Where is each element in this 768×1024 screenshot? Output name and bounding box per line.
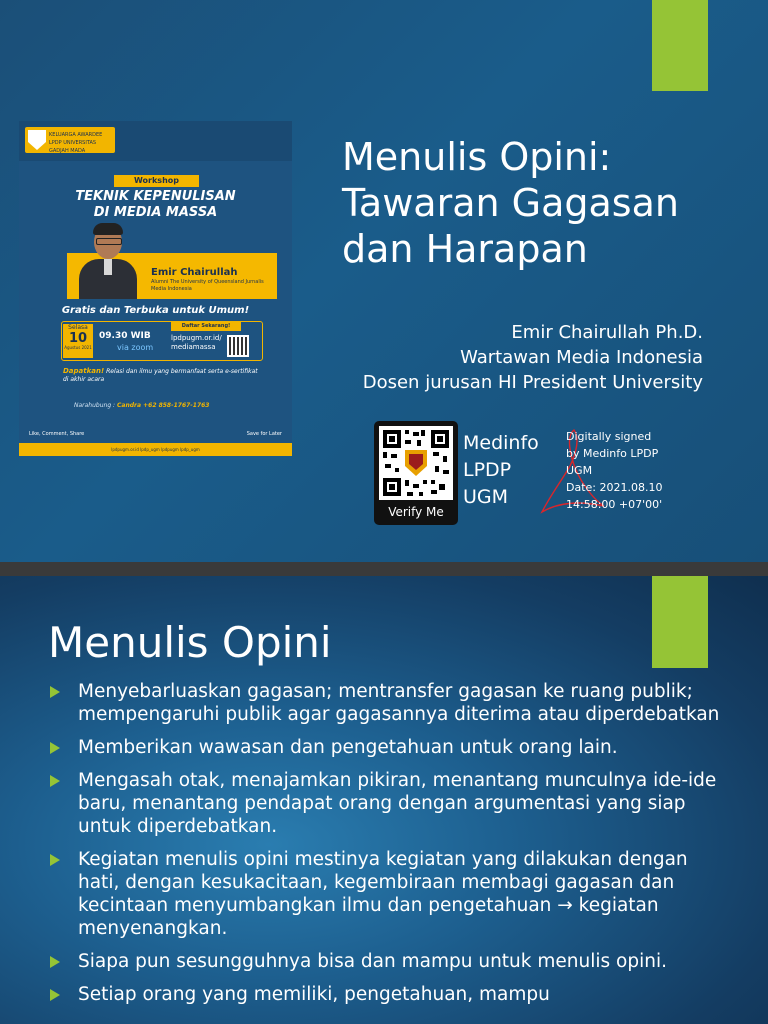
bullet-item xyxy=(48,769,728,838)
qr-code-icon xyxy=(379,426,453,500)
date-number: 10 xyxy=(68,331,88,346)
contact-line xyxy=(74,402,209,409)
bullet-item xyxy=(48,736,728,759)
workshop-poster xyxy=(19,121,292,456)
poster-title-line: TEKNIK KEPENULISAN xyxy=(75,189,236,204)
signature-line: Digitally signed xyxy=(566,430,652,443)
slide-2 xyxy=(0,576,768,1024)
signer-line: UGM xyxy=(463,486,509,508)
org-name: KELUARGA AWARDEE LPDP UNIVERSITAS GADJAH MADA xyxy=(49,132,103,154)
free-text: Gratis dan Terbuka untuk Umum! xyxy=(61,305,250,316)
slide-title: Menulis Opini xyxy=(48,618,332,667)
poster-title-line: DI MEDIA MASSA xyxy=(93,205,218,220)
benefit-text: Relasi dan ilmu yang bermanfaat serta e-sertifikat di akhir acara xyxy=(63,368,258,383)
date-day: Selasa xyxy=(68,324,88,331)
signature-details xyxy=(566,428,686,513)
register-label: Daftar Sekarang! xyxy=(171,322,241,331)
signer-line: LPDP xyxy=(463,459,512,481)
bullet-arrow-icon xyxy=(50,989,60,1001)
slide-separator xyxy=(0,562,768,576)
author-block xyxy=(300,320,703,395)
bullet-list xyxy=(48,680,728,1016)
bullet-text: Kegiatan menulis opini mestinya kegiatan yang dilakukan dengan hati, dengan kesukacitaan, kegembiraan membagi gagasan dan kecintaan menyumbangkan ilmu dan pengetahuan → kegiatan menyenangkan. xyxy=(78,849,688,939)
title-line: Tawaran Gagasan xyxy=(342,181,679,225)
signer-name xyxy=(463,430,539,511)
signature-line: 14:58:00 +07'00' xyxy=(566,498,663,511)
event-via: via zoom xyxy=(117,343,154,352)
verify-qr[interactable] xyxy=(374,421,458,525)
social-left: Like, Comment, Share xyxy=(29,431,85,437)
speaker-affiliation: Alumni The University of Queensland Jurnalis Media Indonesia xyxy=(151,279,264,292)
event-time: 09.30 WIB xyxy=(99,331,151,341)
bullet-item xyxy=(48,950,728,973)
register-link: lpdpugm.or.id/ mediamassa xyxy=(171,334,222,351)
poster-title xyxy=(29,189,282,221)
title-line: dan Harapan xyxy=(342,227,588,271)
verify-label: Verify Me xyxy=(388,505,444,519)
benefit-label: Dapatkan! xyxy=(63,367,105,375)
contact-value: Candra +62 858-1767-1763 xyxy=(117,402,210,409)
poster-header xyxy=(19,121,292,161)
signature-line: UGM xyxy=(566,464,593,477)
social-right: Save for Later xyxy=(246,431,282,437)
speaker-photo xyxy=(79,221,137,299)
contact-label: Narahubung : xyxy=(74,402,116,409)
date-badge xyxy=(63,324,93,358)
qr-code-icon xyxy=(227,335,249,357)
bullet-arrow-icon xyxy=(50,742,60,754)
bullet-arrow-icon xyxy=(50,686,60,698)
qr-code-graphic xyxy=(379,426,453,500)
slide-title xyxy=(342,134,722,272)
title-line: Menulis Opini: xyxy=(342,135,612,179)
org-logo xyxy=(25,127,115,153)
poster-ribbon: Workshop xyxy=(114,175,199,187)
accent-bar xyxy=(652,576,708,668)
accent-bar xyxy=(652,0,708,91)
speaker-name: Emir Chairullah xyxy=(151,267,238,278)
bullet-text: Mengasah otak, menajamkan pikiran, menantang munculnya ide-ide baru, menantang pendapat orang dengan argumentasi yang siap untuk diperdebatkan. xyxy=(78,770,717,837)
poster-social xyxy=(19,427,292,443)
bullet-item xyxy=(48,983,728,1006)
bullet-item xyxy=(48,848,728,940)
author-name: Emir Chairullah Ph.D. xyxy=(511,322,703,343)
bullet-text: Menyebarluaskan gagasan; mentransfer gagasan ke ruang publik; mempengaruhi publik agar gagasannya diterima atau diperdebatkan xyxy=(78,681,720,725)
bullet-text: Setiap orang yang memiliki, pengetahuan, mampu xyxy=(78,984,550,1005)
date-month: Agustus 2021 xyxy=(64,345,92,350)
bullet-text: Siapa pun sesungguhnya bisa dan mampu untuk menulis opini. xyxy=(78,951,667,972)
shield-icon xyxy=(28,130,46,150)
signer-line: Medinfo xyxy=(463,432,539,454)
signature-line: by Medinfo LPDP xyxy=(566,447,659,460)
signature-line: Date: 2021.08.10 xyxy=(566,481,663,494)
bullet-arrow-icon xyxy=(50,956,60,968)
poster-footer: lpdpugm.or.id lpdp_ugm lpdpugm lpdp_ugm xyxy=(19,443,292,456)
bullet-text: Memberikan wawasan dan pengetahuan untuk orang lain. xyxy=(78,737,618,758)
author-role: Wartawan Media Indonesia xyxy=(460,347,703,368)
bullet-arrow-icon xyxy=(50,775,60,787)
author-position: Dosen jurusan HI President University xyxy=(362,372,703,393)
benefit-block xyxy=(63,367,263,384)
bullet-arrow-icon xyxy=(50,854,60,866)
bullet-item xyxy=(48,680,728,726)
